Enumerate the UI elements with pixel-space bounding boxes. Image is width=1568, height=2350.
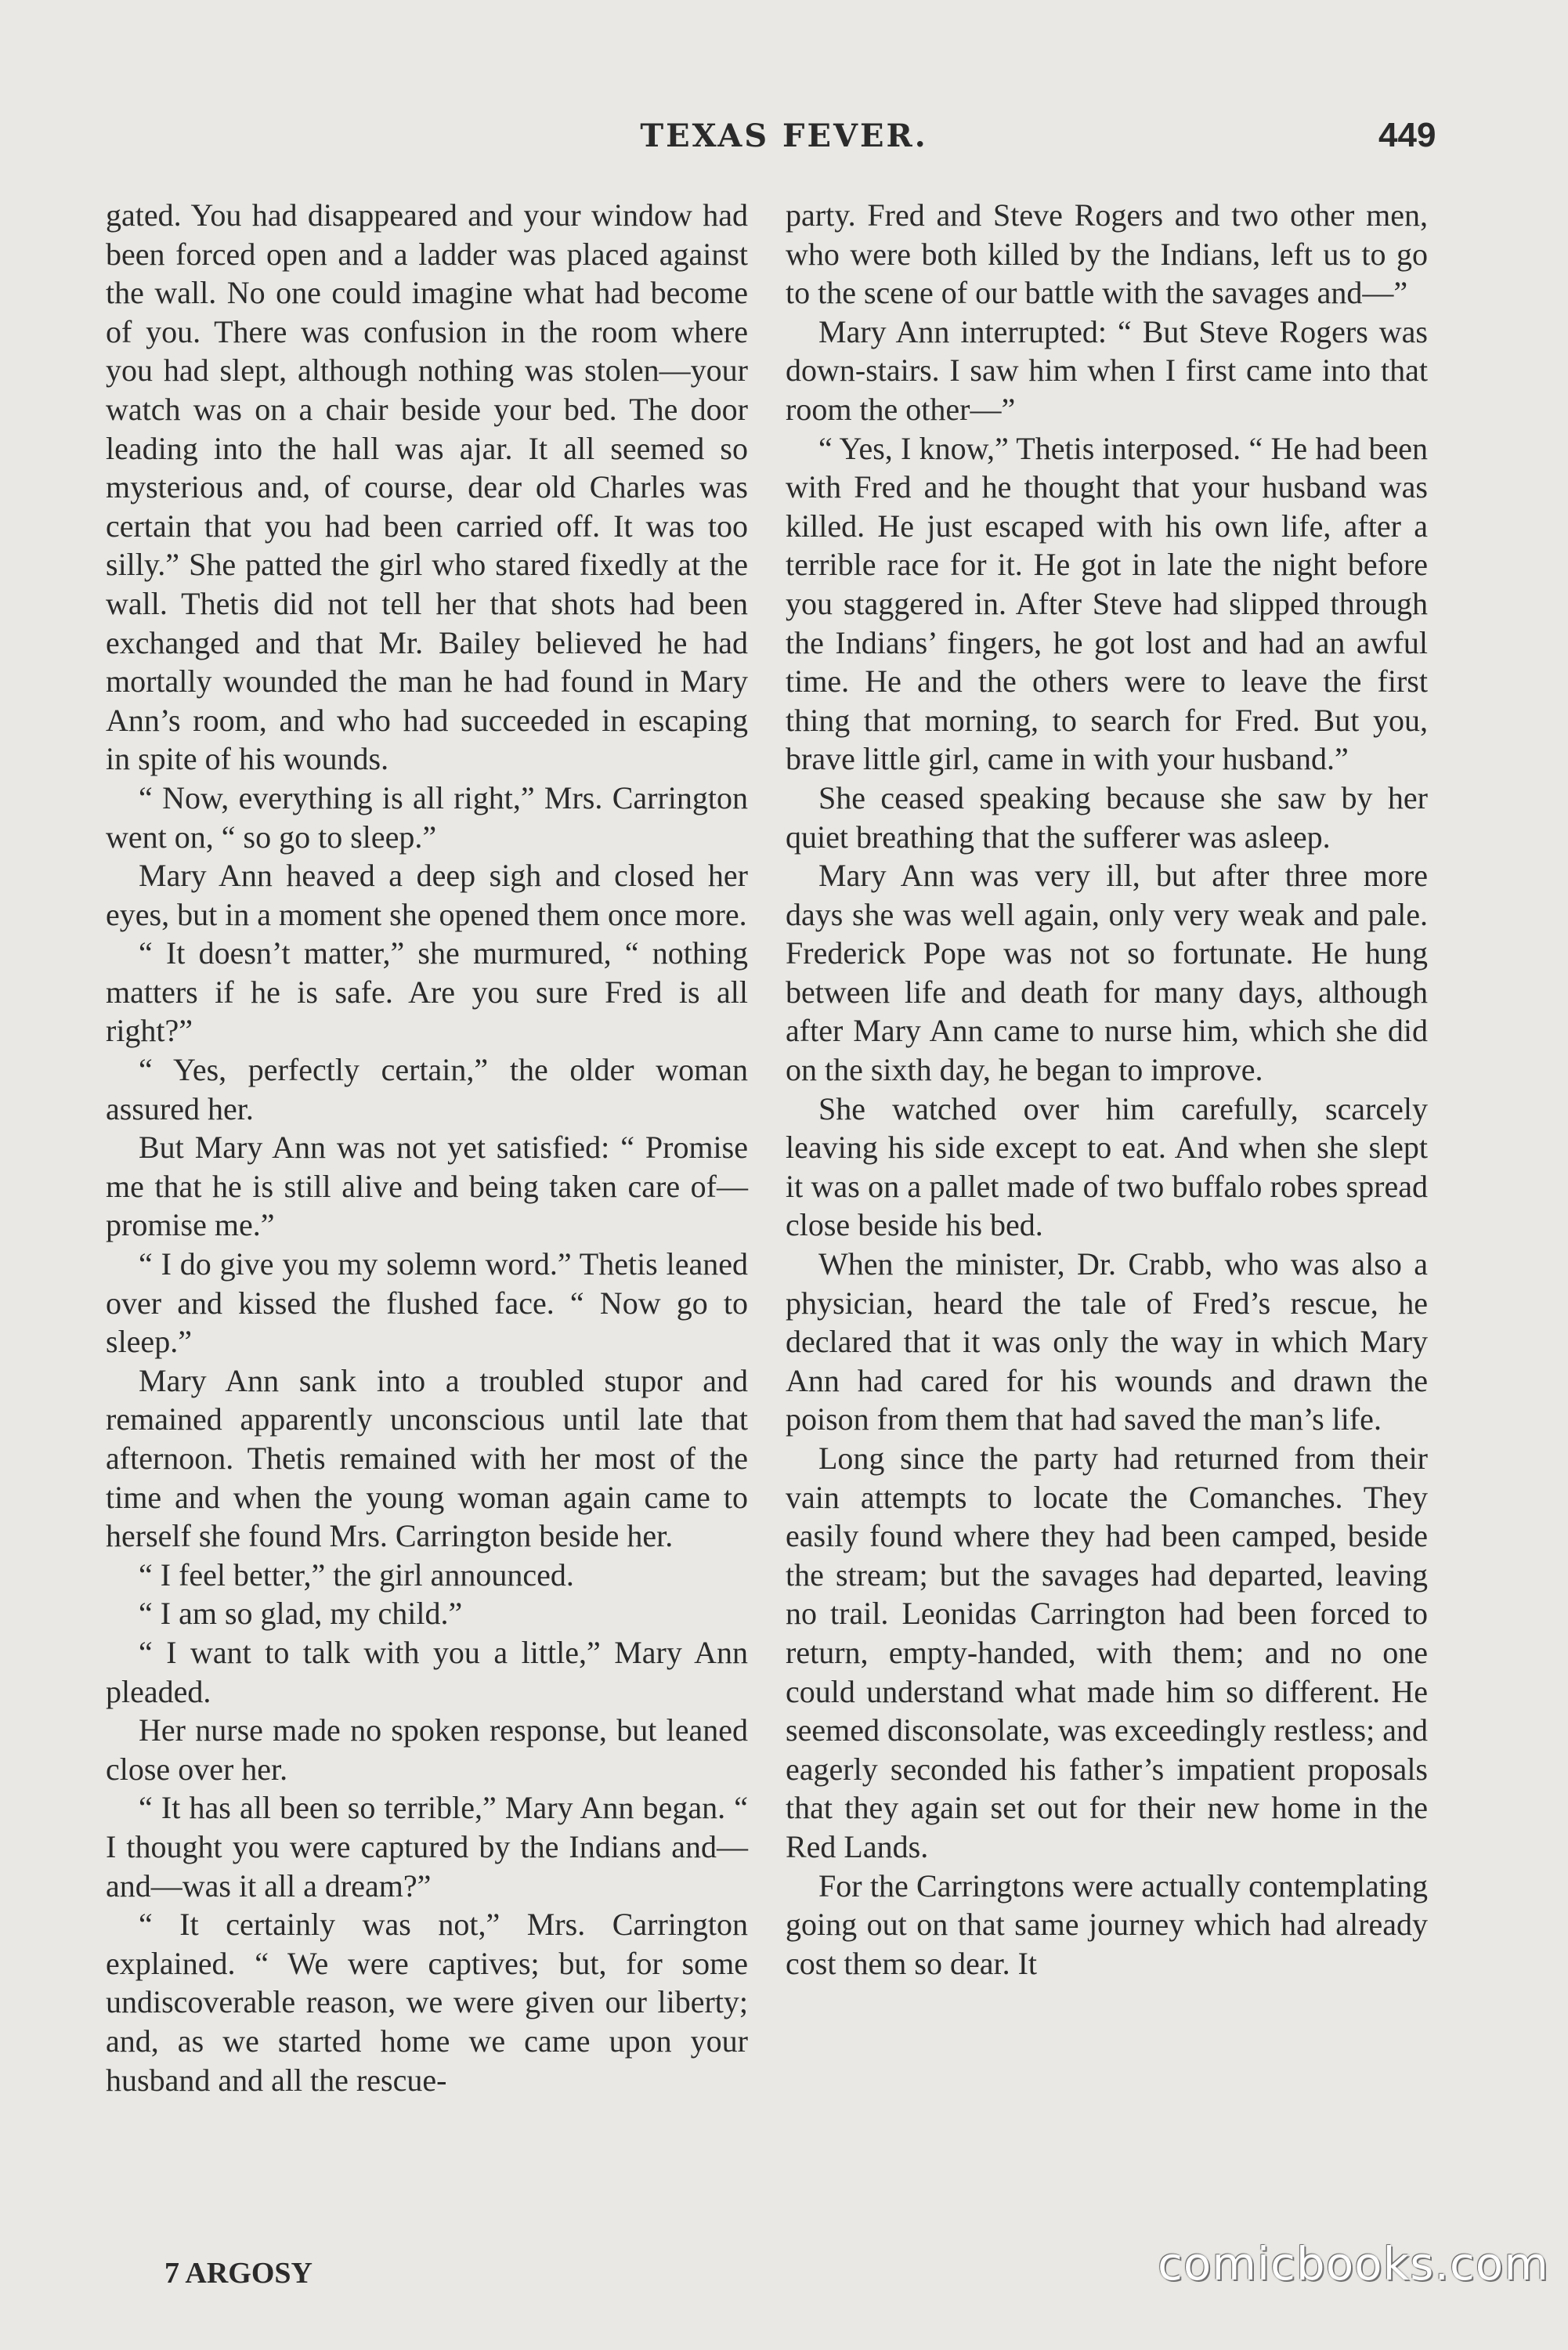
paragraph: Long since the party had returned from their vain attempts to locate the Comanches. They easily found where they had been camped, beside the stream; but the savages had departed, leaving no trail. Leonidas Carrington had been forced to return, empty-handed, with them; and no one could understand what made him so different. He seemed disconsolate, was exceedingly restless; and eagerly seconded his father’s impatient proposals that they again set out for their new home in the Red Lands.	[786, 1441, 1428, 1864]
paragraph: “ I feel better,” the girl announced.	[139, 1556, 574, 1593]
paragraph: “ I want to talk with you a little,” Mary Ann pleaded.	[106, 1634, 748, 1709]
watermark: comicbooks.com	[1158, 2237, 1549, 2290]
left-column	[106, 196, 748, 2099]
paragraph: Mary Ann sank into a troubled stupor and remained apparently unconscious until late that afternoon. Thetis remained with her most of the time and when the young woman again came to herself she found Mrs. Carrington beside her.	[106, 1362, 748, 1554]
paragraph: She ceased speaking because she saw by her quiet breathing that the sufferer was asleep.	[786, 779, 1428, 855]
paragraph: “ It certainly was not,” Mrs. Carrington explained. “ We were captives; but, for some undiscoverable reason, we were given our liberty; and, as we started home we came upon your husband and all the rescue-	[106, 1907, 748, 2098]
paragraph: “ I am so glad, my child.”	[139, 1596, 463, 1632]
paragraph: When the minister, Dr. Crabb, who was also a physician, heard the tale of Fred’s rescue, he declared that it was only the way in which Mary Ann had cared for his wounds and drawn the poison from them that had saved the man’s life.	[786, 1246, 1428, 1437]
paragraph: Mary Ann heaved a deep sigh and closed her eyes, but in a moment she opened them once more.	[106, 858, 748, 932]
paragraph: “ Yes, perfectly certain,” the older woman assured her.	[106, 1052, 748, 1126]
paragraph: party. Fred and Steve Rogers and two other men, who were both killed by the Indians, left us to go to the scene of our battle with the savages and—”	[786, 197, 1428, 311]
paragraph: Her nurse made no spoken response, but leaned close over her.	[106, 1712, 748, 1787]
paragraph: gated. You had disappeared and your window had been forced open and a ladder was placed against the wall. No one could imagine what had become of you. There was confusion in the room where you had slept, although nothing was stolen—your watch was on a chair beside your bed. The door leading into the hall was ajar. It all seemed so mysterious and, of course, dear old Charles was certain that you had been carried off. It was too silly.” She patted the girl who stared fixedly at the wall. Thetis did not tell her that shots had been exchanged and that Mr. Bailey believed he had mortally wounded the man he had found in Mary Ann’s room, and who had succeeded in escaping in spite of his wounds.	[106, 197, 748, 777]
paragraph: “ It doesn’t matter,” she murmured, “ nothing matters if he is safe. Are you sure Fred is all right?”	[106, 935, 748, 1049]
paragraph: “ Now, everything is all right,” Mrs. Carrington went on, “ so go to sleep.”	[106, 779, 748, 855]
paragraph: “ I do give you my solemn word.” Thetis leaned over and kissed the flushed face. “ Now go to sleep.”	[106, 1246, 748, 1360]
page-number: 449	[1378, 116, 1436, 154]
paragraph: For the Carringtons were actually contemplating going out on that same journey which had already cost them so dear. It	[786, 1867, 1428, 1981]
paragraph: Mary Ann interrupted: “ But Steve Rogers was down-stairs. I saw him when I first came into that room the other—”	[786, 313, 1428, 427]
right-column	[786, 196, 1428, 1983]
paragraph: “ It has all been so terrible,” Mary Ann began. “ I thought you were captured by the Indians and—and—was it all a dream?”	[106, 1790, 748, 1904]
running-head: TEXAS FEVER.	[640, 118, 928, 154]
paragraph: “ Yes, I know,” Thetis interposed. “ He had been with Fred and he thought that your husband was killed. He just escaped with his own life, after a terrible race for it. He got in late the night before you staggered in. After Steve had slipped through the Indians’ fingers, he got lost and had an awful time. He and the others were to leave the first thing that morning, to search for Fred. But you, brave little girl, came in with your husband.”	[786, 430, 1428, 777]
paragraph: Mary Ann was very ill, but after three more days she was well again, only very weak and pale. Frederick Pope was not so fortunate. He hung between life and death for many days, although after Mary Ann came to nurse him, which she did on the sixth day, he began to improve.	[786, 858, 1428, 1088]
paragraph: She watched over him carefully, scarcely leaving his side except to eat. And when she slept it was on a pallet made of two buffalo robes spread close beside his bed.	[786, 1090, 1428, 1243]
paragraph: But Mary Ann was not yet satisfied: “ Promise me that he is still alive and being taken care of—promise me.”	[106, 1130, 748, 1243]
signature-mark: 7 ARGOSY	[164, 2257, 313, 2290]
